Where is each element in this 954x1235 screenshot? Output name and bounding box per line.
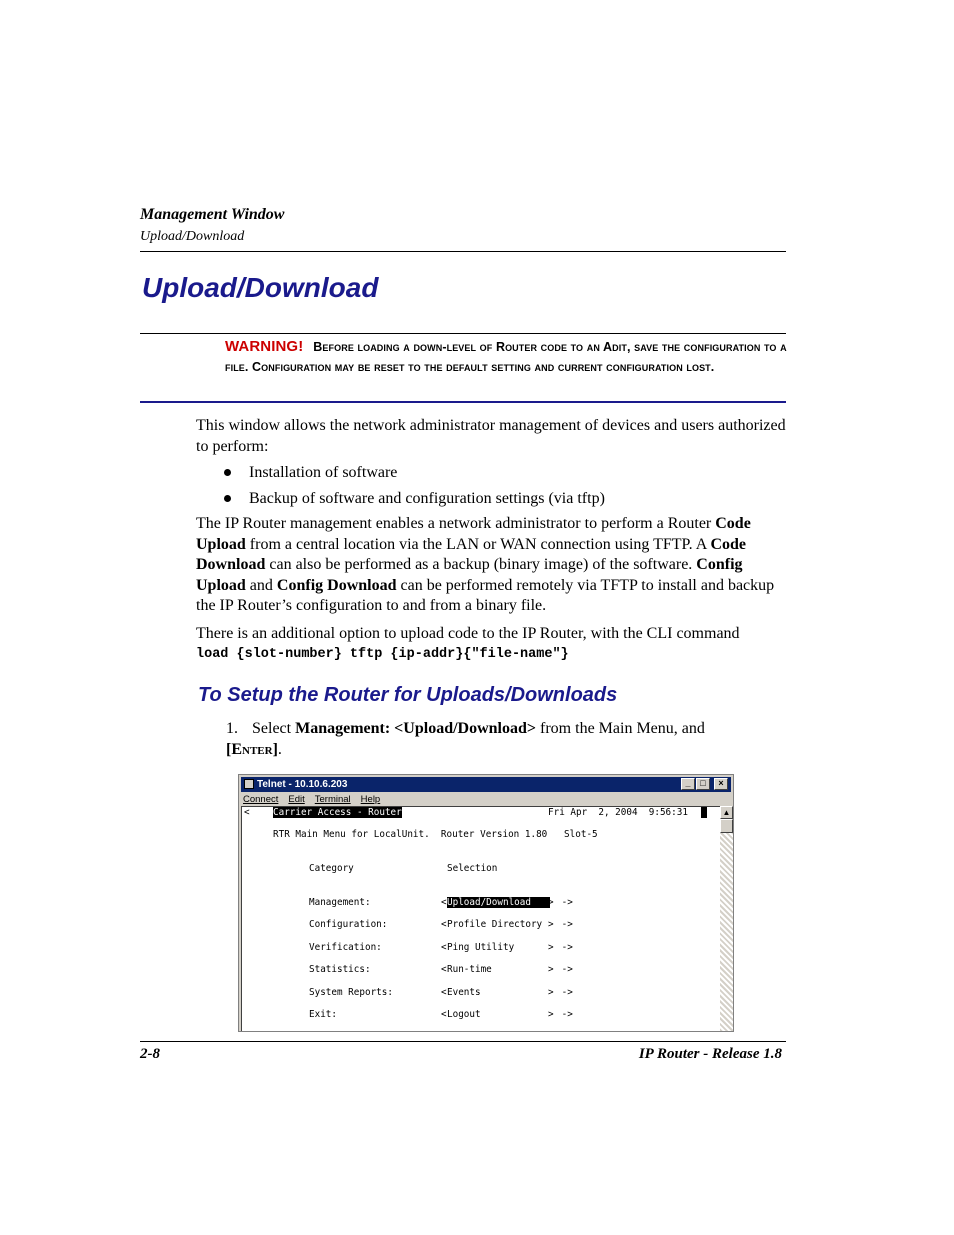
terminal-clock: Fri Apr 2, 2004 9:56:31 bbox=[548, 807, 688, 818]
intro-paragraph: This window allows the network administrator management of devices and users authorized to perform: bbox=[196, 417, 786, 455]
menu-help: Help bbox=[360, 794, 381, 805]
terminal-row-category: Verification: bbox=[309, 942, 382, 953]
bullet-icon bbox=[224, 469, 231, 476]
scroll-up-icon: ▲ bbox=[720, 806, 733, 819]
terminal-row-selection: Logout bbox=[447, 1009, 481, 1020]
terminal-row-selection: Upload/Download bbox=[447, 897, 550, 908]
telnet-window-screenshot bbox=[238, 774, 734, 1032]
bullet-icon bbox=[224, 495, 231, 502]
terminal-scrollbar bbox=[720, 806, 733, 1031]
terminal-row-selection: Profile Directory bbox=[447, 919, 543, 930]
close-icon: × bbox=[714, 778, 728, 790]
section-subheading: To Setup the Router for Uploads/Downloads bbox=[198, 684, 618, 706]
running-header-subsection: Upload/Download bbox=[140, 229, 245, 244]
minimize-icon: _ bbox=[681, 778, 695, 790]
cursor-icon bbox=[701, 807, 707, 818]
running-header-section: Management Window bbox=[140, 206, 285, 223]
telnet-app-icon bbox=[244, 779, 254, 789]
body-paragraph-2: There is an additional option to upload code to the IP Router, with the CLI command load {slot-number} tftp {ip-addr}{"file-name"} bbox=[196, 624, 788, 665]
warning-label: WARNING! bbox=[225, 338, 304, 355]
warning-bottom-rule bbox=[140, 401, 786, 403]
terminal-row-category: Management: bbox=[309, 897, 371, 908]
page-title: Upload/Download bbox=[142, 272, 379, 303]
menu-connect: Connect bbox=[243, 794, 279, 805]
warning-text: Before loading a down-level of Router code to an Adit, save the configuration to a file. Configuration may be reset to the default setting and current configuration lost. bbox=[225, 340, 787, 374]
terminal-col-selection: Selection bbox=[447, 863, 498, 874]
telnet-titlebar: Telnet - 10.10.6.203 _ □ × bbox=[241, 777, 731, 792]
terminal-header-left: Carrier Access - Router bbox=[273, 807, 402, 818]
header-rule bbox=[140, 251, 786, 252]
terminal-row-category: Statistics: bbox=[309, 964, 371, 975]
terminal-main-menu: RTR Main Menu for LocalUnit. Router Version 1.80 Slot-5 bbox=[273, 829, 598, 840]
scroll-thumb bbox=[720, 819, 733, 833]
terminal-row-category: Exit: bbox=[309, 1009, 337, 1020]
terminal-row-selection: Ping Utility bbox=[447, 942, 515, 953]
maximize-icon: □ bbox=[696, 778, 710, 790]
terminal-row-selection: Run-time bbox=[447, 964, 492, 975]
list-item: Backup of software and configuration settings (via tftp) bbox=[224, 490, 605, 508]
cli-command: load {slot-number} tftp {ip-addr}{"file-name"} bbox=[196, 646, 569, 662]
warning-top-rule bbox=[140, 333, 786, 334]
document-title: IP Router - Release 1.8 bbox=[638, 1046, 782, 1062]
terminal-screen: < Carrier Access - Router Fri Apr 2, 2004 9:56:31 RTR Main Menu for LocalUnit. Router Version 1.80 Slot-5 Category Selection Management: < Upload/Download > -> Configuration: < Profile Directory > -> Verification: < Ping Utility > -> Statistics: < Run-time > -> System Reports: < Events > -> Exit: < Logout > -> bbox=[241, 806, 720, 1031]
telnet-menubar bbox=[243, 793, 731, 806]
warning-box bbox=[225, 337, 787, 377]
terminal-row-category: Configuration: bbox=[309, 919, 388, 930]
page-number: 2-8 bbox=[140, 1046, 160, 1062]
body-paragraph-1: The IP Router management enables a network administrator to perform a Router Code Upload from a central location via the LAN or WAN connection using TFTP. A Code Download can also be performed as a backup (binary image) of the software. Config Upload and Config Download can be performed remotely via TFTP to install and backup the IP Router’s configuration to and from a binary file. bbox=[196, 515, 775, 614]
footer-rule bbox=[140, 1041, 786, 1042]
step-1: 1. Select Management: <Upload/Download> from the Main Menu, and [Enter]. bbox=[226, 720, 705, 758]
list-item: Installation of software bbox=[224, 464, 397, 482]
menu-terminal: Terminal bbox=[314, 794, 351, 805]
menu-edit: Edit bbox=[288, 794, 305, 805]
terminal-col-category: Category bbox=[309, 863, 354, 874]
terminal-row-selection: Events bbox=[447, 987, 481, 998]
terminal-row-category: System Reports: bbox=[309, 987, 393, 998]
